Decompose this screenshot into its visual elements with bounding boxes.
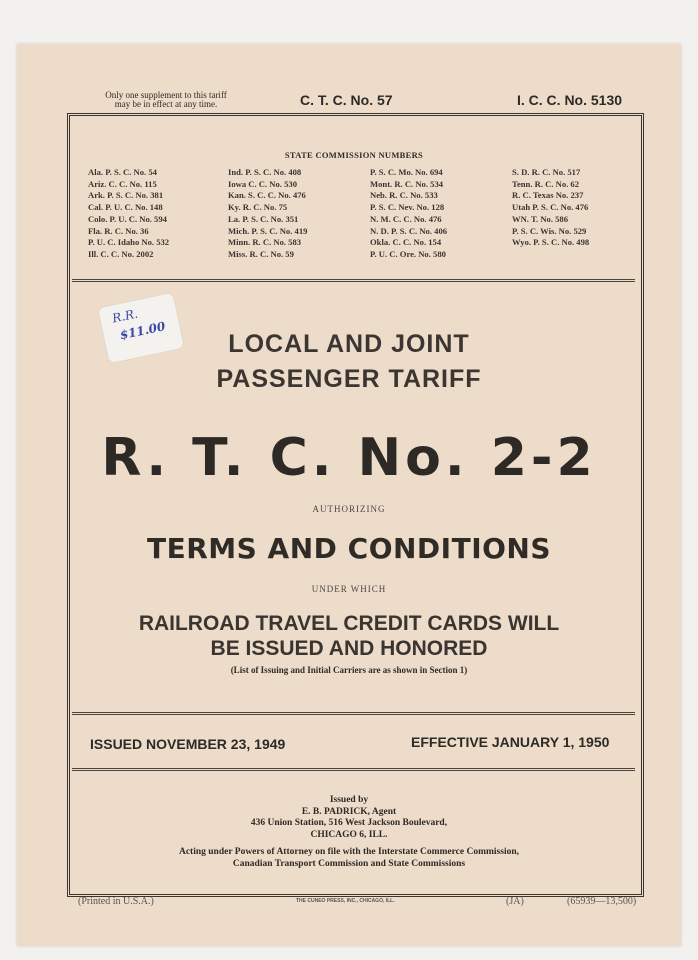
commission-entry: Ill. C. C. No. 2002: [88, 248, 154, 259]
printer-name: THE CUNEO PRESS, INC., CHICAGO, ILL.: [296, 898, 395, 904]
effective-date: EFFECTIVE JANUARY 1, 1950: [411, 734, 610, 750]
terms-heading: TERMS AND CONDITIONS: [146, 532, 552, 565]
supplement-note: [76, 91, 256, 109]
commission-entry: Okla. C. C. No. 154: [370, 237, 442, 248]
commission-entry: P. U. C. Ore. No. 580: [370, 248, 446, 259]
printed-in-usa: (Printed in U.S.A.): [78, 896, 154, 907]
commission-entry: P. U. C. Idaho No. 532: [88, 237, 170, 248]
commission-entry: Miss. R. C. No. 59: [228, 248, 294, 259]
divider: [72, 768, 635, 771]
commission-entry: Utah P. S. C. No. 476: [512, 202, 589, 213]
state-commission-heading: STATE COMMISSION NUMBERS: [284, 150, 424, 160]
state-commission-column: [512, 167, 589, 249]
commission-entry: Ark. P. S. C. No. 381: [88, 190, 164, 201]
commission-entry: Neb. R. C. No. 533: [370, 190, 438, 201]
issued-date: ISSUED NOVEMBER 23, 1949: [90, 736, 286, 752]
state-commission-column: [370, 167, 447, 261]
icc-number: I. C. C. No. 5130: [517, 92, 623, 108]
commission-entry: Ind. P. S. C. No. 408: [228, 167, 302, 177]
authorizing-label: AUTHORIZING: [312, 504, 386, 514]
commission-entry: Iowa C. C. No. 530: [228, 178, 297, 189]
commission-entry: P. S. C. Mo. No. 694: [370, 167, 443, 177]
commission-entry: Ala. P. S. C. No. 54: [88, 167, 157, 177]
footer-code: (JA): [506, 896, 524, 907]
supplement-note-line: Only one supplement to this tariff: [105, 90, 227, 100]
sticker-price: $11.00: [118, 319, 167, 343]
form-number: (65939—13,500): [567, 896, 637, 907]
sticker-text: R.R.: [110, 306, 140, 326]
under-which-label: UNDER WHICH: [311, 584, 387, 594]
authority-line: Acting under Powers of Attorney on file with the Interstate Commerce Commission,: [178, 847, 519, 857]
commission-entry: R. C. Texas No. 237: [512, 190, 584, 201]
issued-by-label: Issued by: [329, 795, 369, 805]
commission-entry: Minn. R. C. No. 583: [228, 237, 302, 248]
commission-entry: S. D. R. C. No. 517: [512, 167, 581, 177]
issuer-block: [0, 795, 698, 870]
subject-line: BE ISSUED AND HONORED: [210, 637, 488, 660]
commission-entry: Ariz. C. C. No. 115: [88, 178, 157, 189]
supplement-note-line: may be in effect at any time.: [114, 99, 218, 109]
commission-entry: P. S. C. Nev. No. 128: [370, 202, 445, 213]
commission-entry: Colo. P. U. C. No. 594: [88, 213, 167, 224]
subject-line: RAILROAD TRAVEL CREDIT CARDS WILL: [138, 612, 560, 635]
title-line: PASSENGER TARIFF: [216, 365, 482, 393]
commission-entry: Cal. P. U. C. No. 148: [88, 202, 163, 213]
commission-entry: Fla. R. C. No. 36: [88, 225, 149, 236]
commission-entry: Mont. R. C. No. 534: [370, 178, 444, 189]
commission-entry: N. M. C. C. No. 476: [370, 213, 442, 224]
commission-entry: Ky. R. C. No. 75: [228, 202, 288, 213]
tariff-number: R. T. C. No. 2-2: [101, 428, 597, 488]
commission-entry: Tenn. R. C. No. 62: [512, 178, 580, 189]
commission-entry: N. D. P. S. C. No. 406: [370, 225, 448, 236]
ctc-number: C. T. C. No. 57: [300, 92, 393, 108]
carriers-note: (List of Issuing and Initial Carriers are as shown in Section 1): [230, 665, 468, 675]
commission-entry: Mich. P. S. C. No. 419: [228, 225, 308, 236]
agent-name: E. B. PADRICK, Agent: [301, 806, 397, 817]
commission-entry: P. S. C. Wis. No. 529: [512, 225, 587, 236]
commission-entry: WN. T. No. 586: [512, 213, 569, 224]
commission-entry: La. P. S. C. No. 351: [228, 213, 299, 224]
title-line: LOCAL AND JOINT: [228, 330, 470, 358]
state-commission-column: [88, 167, 169, 261]
agent-city: CHICAGO 6, ILL.: [310, 829, 388, 840]
authority-line: Canadian Transport Commission and State Commissions: [232, 858, 466, 869]
state-commission-column: [228, 167, 307, 261]
commission-entry: Wyo. P. S. C. No. 498: [512, 237, 590, 248]
commission-entry: Kan. S. C. C. No. 476: [228, 190, 306, 201]
divider: [72, 279, 635, 282]
divider: [72, 712, 635, 715]
agent-address: 436 Union Station, 516 West Jackson Boulevard,: [250, 818, 448, 828]
